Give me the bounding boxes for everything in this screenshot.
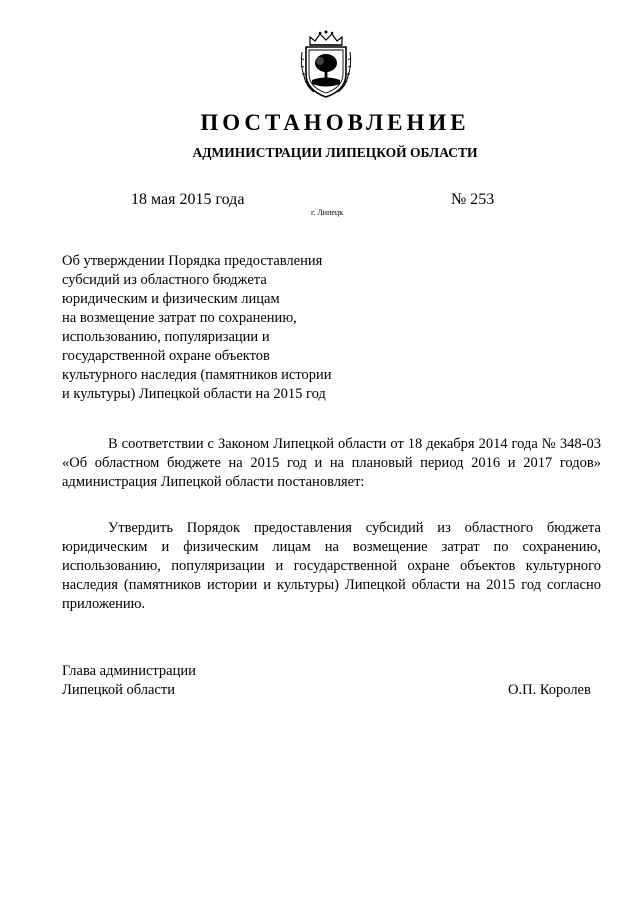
document-number: № 253 (451, 191, 495, 208)
subject-line: и культуры) Липецкой области на 2015 год (62, 386, 326, 402)
subject-line: Об утверждении Порядка предоставления (62, 253, 323, 269)
subject-line: субсидий из областного бюджета (62, 272, 267, 288)
subject-line: государственной охране объектов (62, 348, 270, 364)
document-type-title: ПОСТАНОВЛЕНИЕ (200, 110, 470, 135)
signer-name: О.П. Королев (508, 682, 591, 698)
document-subject (62, 252, 362, 404)
issuer-title: АДМИНИСТРАЦИИ ЛИПЕЦКОЙ ОБЛАСТИ (192, 145, 478, 160)
document-date: 18 мая 2015 года (131, 191, 245, 208)
signer-position (62, 662, 196, 700)
signer-position-line: Липецкой области (62, 682, 175, 698)
signer-position-line: Глава администрации (62, 663, 196, 679)
subject-line: на возмещение затрат по сохранению, (62, 310, 297, 326)
document-place: г. Липецк (311, 208, 344, 217)
subject-line: юридическим и физическим лицам (62, 291, 280, 307)
body-paragraph-resolution: Утвердить Порядок предоставления субсидий из областного бюджета юридическим и физическим лицам на возмещение затрат по сохранению, использованию, популяризации и государственной охране объектов культурного наследия (памятников истории и культуры) Липецкой области на 2015 год согласно приложению. (62, 520, 601, 612)
subject-line: использованию, популяризации и (62, 329, 270, 345)
lipetsk-region-coat-of-arms-icon (298, 28, 354, 100)
subject-line: культурного наследия (памятников истории (62, 367, 332, 383)
body-paragraph-preamble: В соответствии с Законом Липецкой области от 18 декабря 2014 года № 348-03 «Об областном бюджете на 2015 год и на плановый период 2016 и 2017 годов» администрация Липецкой области постановляет: (62, 436, 601, 490)
